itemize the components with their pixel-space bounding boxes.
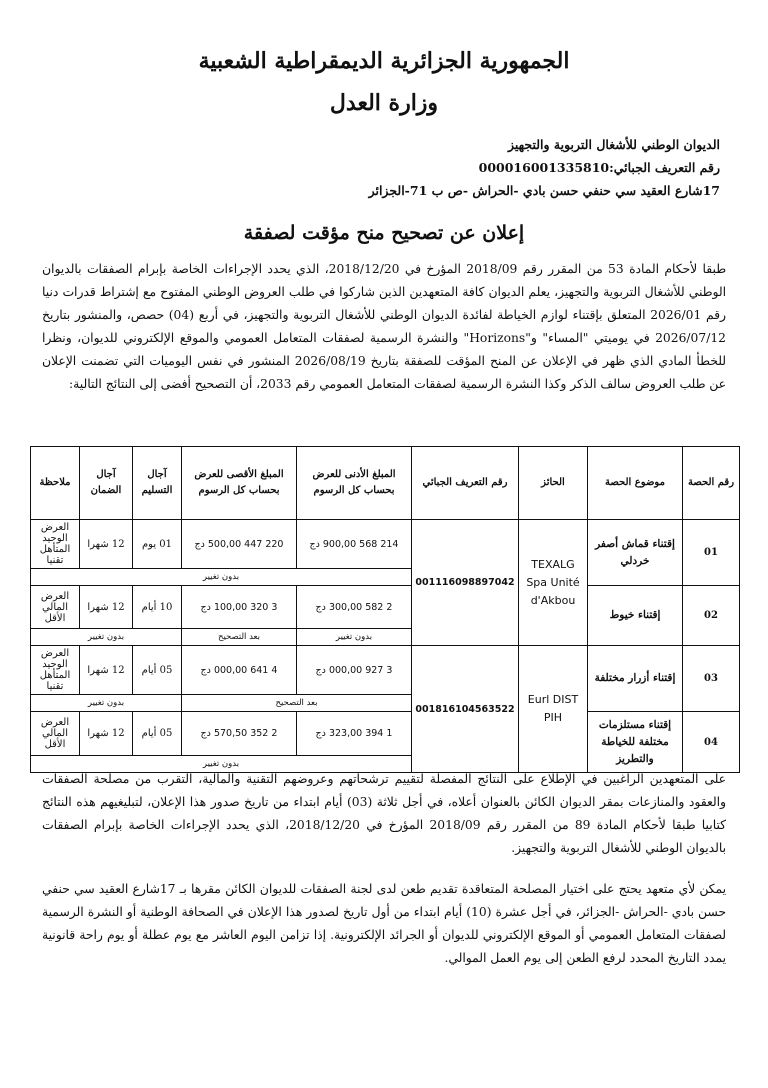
change-status: بدون تغيير [31,695,182,712]
ministry-heading: وزارة العدل [329,90,439,116]
min-amount: 3 927 000,00 دج [297,646,412,695]
paragraph-consultation: على المتعهدين الراغبين في الإطلاع على النتائج المفصلة لتقييم ترشحاتهم وعروضهم التقنية والمالية، التقرب من مصلحة الصفقات والعقود والمنازعات بمقر الديوان الكائن بالعنوان أعلاه، في أجل ثلاثة (03) أيام ابتداء من تاريخ صدور هذا الإعلان، لتبليغيهم هذه النتائج كتابيا طبقا لأحكام المادة 89 من المقرر رقم 2018/09 المؤرخ في 2018/12/20، الذي يحدد الإجراءات الخاصة بإبرام الصفقات بالديوان الوطني للأشغال التربوية والتجهيز. [42,772,727,855]
warranty-period: 12 شهرا [80,520,133,569]
delivery-period: 10 أيام [133,586,182,629]
lot-number: 04 [683,712,740,773]
table-row [31,712,740,756]
change-status: بدون تغيير [31,629,182,646]
header-lot-no: رقم الحصة [683,447,740,520]
min-amount: 1 394 323,00 دج [297,712,412,756]
header-min-amount: المبلغ الأدنى للعرض بحساب كل الرسوم [297,447,412,520]
lot-number: 03 [683,646,740,712]
max-amount: 3 320 100,00 دج [182,586,297,629]
holder-name-line: d'Akbou [530,593,576,607]
header-subject: موضوع الحصة [588,447,683,520]
header-remarks: ملاحظة [31,447,80,520]
change-status: بدون تغيير [297,629,412,646]
lot-number: 02 [683,586,740,646]
header-max-amount: المبلغ الأقصى للعرض بحساب كل الرسوم [182,447,297,520]
max-amount: 4 641 000,00 دج [182,646,297,695]
republic-heading: الجمهورية الجزائرية الديمقراطية الشعبية [198,48,570,74]
results-table [30,446,740,773]
issuer-name: الديوان الوطني للأشغال التربوية والتجهيز [507,137,720,152]
issuer-tax-id: رقم التعريف الجبائي:000016001335810 [478,160,720,175]
remark: العرض الوحيد المتأهل تقنيا [31,646,80,695]
issuer-block [369,133,720,202]
issuer-address: 17شارع العقيد سي حنفي حسن بادي -الحراش -ص ب 71-الجزائر [368,183,720,198]
lot-subject: إقتناء خيوط [588,586,683,646]
paragraph-intro: طبقا لأحكام المادة 53 من المقرر رقم 2018/09 المؤرخ في 2018/12/20، الذي يحدد الإجراءات الخاصة بإبرام الصفقات بالديوان الوطني للأشغال التربوية والتجهيز، يعلم الديوان كافة المتعهدين الذين شاركوا في طلب العروض الوطني المفتوح مع إشتراط قدرات دنيا رقم 2026/01 المتعلق بإقتناء لوازم الخياطة لفائدة الديوان الوطني للأشغال التربوية والتجهيز، في أربع (04) حصص، والمنشور بتاريخ 2026/07/12 في يوميتي "المساء" و"Horizons" والنشرة الرسمية لصفقات المتعامل العمومي والموقع الإلكتروني للديوان، ونظرا للخطأ المادي الذي ظهر في الإعلان عن المنح المؤقت للصفقة بتاريخ 2026/08/19 المنشور في نفس اليوميات التي تضمنت الإعلان عن طلب العروض سالف الذكر وكذا النشرة الرسمية لصفقات المتعامل العمومي رقم 2033، أن التصحيح أفضى إلى النتائج التالية: [42,262,727,391]
lot-subject: إقتناء أزرار مختلفة [588,646,683,712]
table-row [31,646,740,695]
table-row [31,520,740,569]
lot-number: 01 [683,520,740,586]
header-tax-id: رقم التعريف الجبائي [412,447,519,520]
warranty-period: 12 شهرا [80,712,133,756]
remark: العرض المالي الأقل [31,586,80,629]
table-row [31,586,740,629]
delivery-period: 01 يوم [133,520,182,569]
header-delivery: آجال التسليم [133,447,182,520]
holder-name-line: TEXALG [531,557,575,571]
holder-name [519,520,588,646]
min-amount: 2 582 300,00 دج [297,586,412,629]
holder-tax-id: 001816104563522 [412,646,519,773]
remark: العرض الوحيد المتأهل تقنيا [31,520,80,569]
delivery-period: 05 أيام [133,646,182,695]
holder-name-line: PIH [543,711,563,724]
max-amount: 2 352 570,50 دج [182,712,297,756]
min-amount: 214 568 900,00 دج [297,520,412,569]
change-status: بدون تغيير [31,755,412,772]
header-holder: الحائز [519,447,588,520]
table-header-row [31,447,740,520]
notice-title: إعلان عن تصحيح منح مؤقت لصفقة [243,222,525,244]
lot-subject: إقتناء مستلزمات مختلفة للخياطة والتطريز [588,712,683,773]
remark: العرض المالي الأقل [31,712,80,756]
holder-name [519,646,588,773]
holder-name-line: Eurl DIST [527,693,579,706]
warranty-period: 12 شهرا [80,586,133,629]
holder-tax-id: 001116098897042 [412,520,519,646]
delivery-period: 05 أيام [133,712,182,756]
header-warranty: آجال الضمان [80,447,133,520]
warranty-period: 12 شهرا [80,646,133,695]
change-status: بعد التصحيح [182,629,297,646]
change-status: بعد التصحيح [182,695,412,712]
change-status: بدون تغيير [31,569,412,586]
lot-subject: إقتناء قماش أصفر خردلي [588,520,683,586]
holder-name-line: Spa Unité [526,575,580,589]
paragraph-appeal: يمكن لأي متعهد يحتج على اختيار المصلحة المتعاقدة تقديم طعن لدى لجنة الصفقات للديوان الكائن مقرها بـ 17شارع العقيد سي حنفي حسن بادي -الحراش -الجزائر، في أجل عشرة (10) أيام ابتداء من أول تاريخ لصدور هذا الإعلان في الصحافة الوطنية أو النشرة الرسمية لصفقات المتعامل العمومي أو الموقع الإلكتروني للديوان أو الجرائد الإلكترونية. إذا تزامن اليوم العاشر مع يوم عطلة أو يوم راحة قانونية يمدد التاريخ المحدد لرفع الطعن إلى يوم العمل الموالي. [42,882,726,965]
max-amount: 220 447 500,00 دج [182,520,297,569]
